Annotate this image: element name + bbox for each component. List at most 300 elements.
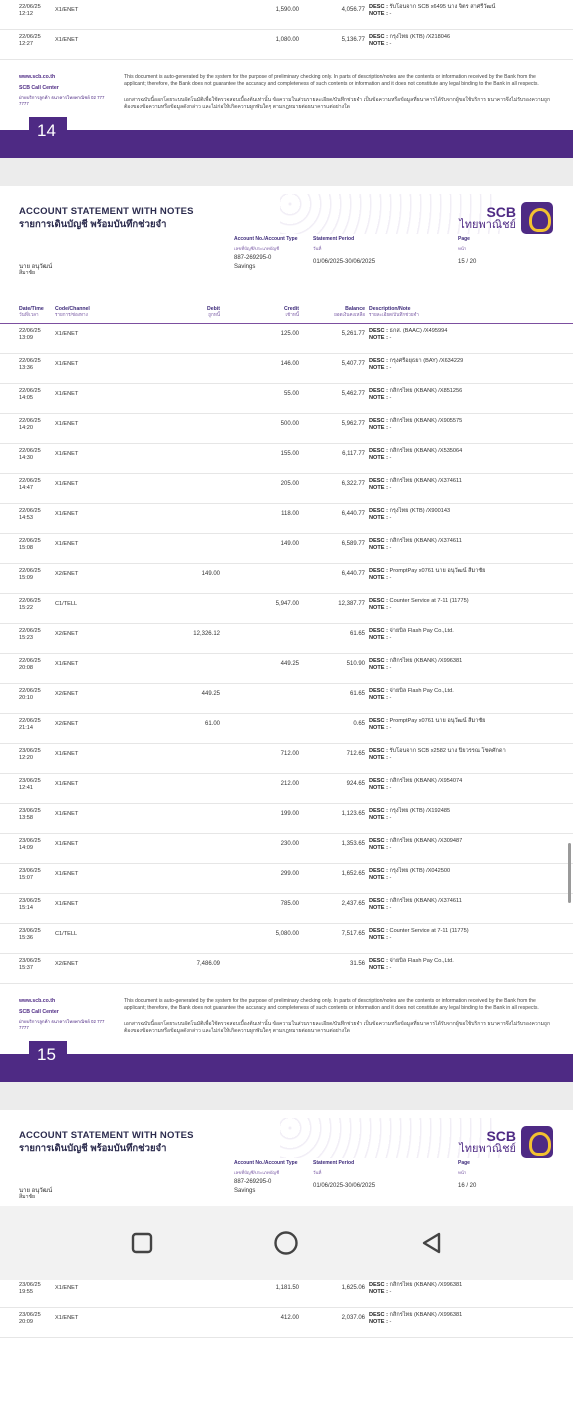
cell-time: 20:09 xyxy=(19,1319,33,1325)
cell-time: 19:55 xyxy=(19,1289,33,1295)
cell-description xyxy=(365,628,454,642)
cell-time: 15:22 xyxy=(19,605,33,611)
desc-label: DESC : xyxy=(369,388,388,394)
cell-datetime xyxy=(0,538,45,552)
note-label: NOTE : xyxy=(369,485,388,491)
table-row xyxy=(0,774,573,804)
cell-description xyxy=(365,388,462,402)
cell-time: 12:12 xyxy=(19,11,33,17)
cell-description xyxy=(365,808,450,822)
note-label: NOTE : xyxy=(369,395,388,401)
cell-balance: 61.65 xyxy=(349,691,365,697)
note-label: NOTE : xyxy=(369,635,388,641)
cell-balance: 7,517.65 xyxy=(341,931,365,937)
cell-code: X1/ENET xyxy=(55,37,79,43)
cell-date: 23/06/25 xyxy=(19,748,41,754)
cell-datetime xyxy=(0,718,45,732)
cell-credit: 712.00 xyxy=(280,751,299,757)
cell-credit xyxy=(220,628,299,631)
desc-value: กรุงศรีอยุธยา (BAY) /X634229 xyxy=(389,358,464,364)
cell-time: 14:09 xyxy=(19,845,33,851)
recents-button[interactable] xyxy=(122,1223,162,1263)
cell-code: X1/ENET xyxy=(55,511,79,517)
desc-label: DESC : xyxy=(369,628,388,634)
table-row xyxy=(0,624,573,654)
note-label: NOTE : xyxy=(369,905,388,911)
cell-datetime xyxy=(0,568,45,582)
note-label: NOTE : xyxy=(369,815,388,821)
cell-time: 15:07 xyxy=(19,875,33,881)
page-footer xyxy=(0,60,573,130)
cell-credit: 5,947.00 xyxy=(275,601,299,607)
cell-credit: 1,080.00 xyxy=(275,37,299,43)
cell-debit xyxy=(110,478,220,481)
cell-code: X1/ENET xyxy=(55,331,79,337)
account-label: Account No./Account Type xyxy=(234,1160,298,1166)
note-label: NOTE : xyxy=(369,875,388,881)
cell-date: 22/06/25 xyxy=(19,448,41,454)
cell-balance: 5,136.77 xyxy=(341,37,365,43)
cell-datetime xyxy=(0,4,45,18)
table-row xyxy=(0,324,573,354)
desc-value: รับโอนจาก SCB x2582 นาง ปิยวรรณ โชคศักดา xyxy=(389,748,506,754)
col-credit: Credit xyxy=(284,306,299,312)
note-value: - xyxy=(389,1319,392,1325)
cell-code: X1/ENET xyxy=(55,361,79,367)
desc-label: DESC : xyxy=(369,508,388,514)
statement-title-en: ACCOUNT STATEMENT WITH NOTES xyxy=(19,206,194,217)
cell-balance: 510.90 xyxy=(346,661,365,667)
cell-credit: 1,181.50 xyxy=(275,1285,299,1291)
col-balance: Balance xyxy=(345,306,365,312)
period-label-th: วันที่ xyxy=(313,1170,322,1175)
cell-date: 23/06/25 xyxy=(19,928,41,934)
desc-value: กสิกรไทย (KBANK) /X374611 xyxy=(389,898,462,904)
desc-label: DESC : xyxy=(369,718,388,724)
website-link[interactable]: www.scb.co.th xyxy=(19,998,56,1004)
cell-date: 23/06/25 xyxy=(19,1282,41,1288)
scb-emblem-icon xyxy=(521,1126,553,1158)
cell-date: 22/06/25 xyxy=(19,628,41,634)
desc-label: DESC : xyxy=(369,34,388,40)
cell-time: 14:05 xyxy=(19,395,33,401)
cell-debit xyxy=(110,868,220,871)
cell-description xyxy=(365,34,450,48)
cell-code: X1/ENET xyxy=(55,541,79,547)
desc-value: กรุงไทย (KTB) /X192485 xyxy=(389,808,451,814)
note-value: - xyxy=(389,965,392,971)
cell-credit: 412.00 xyxy=(280,1315,299,1321)
note-label: NOTE : xyxy=(369,11,388,17)
page-number-band xyxy=(0,121,573,158)
cell-balance: 5,462.77 xyxy=(341,391,365,397)
cell-date: 22/06/25 xyxy=(19,388,41,394)
cell-balance: 6,117.77 xyxy=(342,451,365,457)
note-label: NOTE : xyxy=(369,845,388,851)
cell-debit xyxy=(110,388,220,391)
desc-value: จ่ายบิล Flash Pay Co.,Ltd. xyxy=(389,688,454,694)
cell-balance: 5,962.77 xyxy=(341,421,365,427)
cell-code: X1/ENET xyxy=(55,751,79,757)
cell-credit xyxy=(220,568,299,571)
cell-date: 23/06/25 xyxy=(19,868,41,874)
cell-code: X1/ENET xyxy=(55,841,79,847)
cell-credit xyxy=(220,718,299,721)
back-icon xyxy=(420,1232,442,1254)
note-value: - xyxy=(389,845,392,851)
cell-balance: 712.65 xyxy=(346,751,365,757)
desc-value: กรุงไทย (KTB) /X218046 xyxy=(389,34,451,40)
desc-value: กสิกรไทย (KBANK) /X374611 xyxy=(389,478,462,484)
cell-date: 22/06/25 xyxy=(19,598,41,604)
cell-balance: 2,437.65 xyxy=(341,901,365,907)
desc-label: DESC : xyxy=(369,808,388,814)
cell-debit: 149.00 xyxy=(201,571,220,577)
desc-value: รับโอนจาก SCB x6495 นาง จิตร สาศรีวัฒน์ xyxy=(389,4,496,10)
desc-label: DESC : xyxy=(369,418,388,424)
call-center-label: SCB Call Center xyxy=(19,1009,59,1015)
desc-label: DESC : xyxy=(369,4,388,10)
cell-datetime xyxy=(0,868,45,882)
cell-code: X2/ENET xyxy=(55,631,79,637)
cell-time: 12:27 xyxy=(19,41,33,47)
note-label: NOTE : xyxy=(369,425,388,431)
note-label: NOTE : xyxy=(369,365,388,371)
note-label: NOTE : xyxy=(369,695,388,701)
cell-debit xyxy=(110,448,220,451)
cell-debit xyxy=(110,898,220,901)
col-code-th: รายการ/ช่องทาง xyxy=(55,312,88,317)
account-label: Account No./Account Type xyxy=(234,236,298,242)
desc-value: กสิกรไทย (KBANK) /X851256 xyxy=(389,388,463,394)
cell-code: X1/ENET xyxy=(55,1285,79,1291)
note-label: NOTE : xyxy=(369,1289,388,1295)
back-button[interactable] xyxy=(411,1223,451,1263)
cell-code: X2/ENET xyxy=(55,571,79,577)
cell-code: X1/ENET xyxy=(55,811,79,817)
note-value: - xyxy=(389,455,392,461)
table-row xyxy=(0,384,573,414)
table-row xyxy=(0,684,573,714)
cell-debit xyxy=(110,778,220,781)
website-link[interactable]: www.scb.co.th xyxy=(19,74,56,80)
account-type: Savings xyxy=(234,1188,256,1194)
note-value: - xyxy=(389,425,392,431)
desc-value: PromptPay x0761 นาย อนุวัฒน์ สีมาชัย xyxy=(389,568,486,574)
scb-logo xyxy=(459,1126,553,1158)
cell-date: 23/06/25 xyxy=(19,778,41,784)
cell-date: 23/06/25 xyxy=(19,808,41,814)
desc-value: กสิกรไทย (KBANK) /X905575 xyxy=(389,418,463,424)
note-value: - xyxy=(389,41,392,47)
note-label: NOTE : xyxy=(369,785,388,791)
cell-description xyxy=(365,4,495,18)
account-label-th: เลขที่บัญชี/ประเภทบัญชี xyxy=(234,246,280,251)
cell-description xyxy=(365,958,454,972)
cell-datetime xyxy=(0,358,45,372)
cell-description xyxy=(365,448,462,462)
logo-brand-thai: ไทยพาณิชย์ xyxy=(459,1143,516,1155)
cell-time: 15:36 xyxy=(19,935,33,941)
cell-balance: 6,440.77 xyxy=(341,511,365,517)
cell-datetime xyxy=(0,328,45,342)
desc-value: กสิกรไทย (KBANK) /X309487 xyxy=(389,838,463,844)
note-value: - xyxy=(389,515,392,521)
cell-description xyxy=(365,838,462,852)
note-value: - xyxy=(389,395,392,401)
cell-description xyxy=(365,718,485,732)
cell-description xyxy=(365,508,450,522)
cell-datetime xyxy=(0,958,45,972)
table-row xyxy=(0,30,573,60)
table-row xyxy=(0,504,573,534)
department-text: ฝ่ายบริการลูกค้า ธนาคารไทยพาณิชย์ 02 777 7777 xyxy=(19,95,105,106)
page-number-band xyxy=(0,1045,573,1082)
cell-credit: 785.00 xyxy=(280,901,299,907)
cell-description xyxy=(365,868,450,882)
cell-debit xyxy=(110,598,220,601)
home-button[interactable] xyxy=(266,1223,306,1263)
cell-credit: 149.00 xyxy=(280,541,299,547)
cell-time: 15:09 xyxy=(19,575,33,581)
note-value: - xyxy=(389,935,392,941)
cell-date: 22/06/25 xyxy=(19,418,41,424)
cell-description xyxy=(365,748,506,762)
note-value: - xyxy=(389,875,392,881)
cell-date: 22/06/25 xyxy=(19,508,41,514)
cell-date: 22/06/25 xyxy=(19,568,41,574)
cell-datetime xyxy=(0,1312,45,1326)
cell-credit: 205.00 xyxy=(280,481,299,487)
cell-debit xyxy=(110,34,220,37)
cell-date: 22/06/25 xyxy=(19,328,41,334)
cell-debit xyxy=(110,4,220,7)
cell-debit xyxy=(110,358,220,361)
cell-debit xyxy=(110,1312,220,1315)
note-value: - xyxy=(389,605,392,611)
desc-label: DESC : xyxy=(369,328,388,334)
cell-date: 22/06/25 xyxy=(19,688,41,694)
cell-datetime xyxy=(0,598,45,612)
cell-time: 14:53 xyxy=(19,515,33,521)
note-label: NOTE : xyxy=(369,665,388,671)
cell-debit xyxy=(110,1282,220,1285)
table-row xyxy=(0,894,573,924)
disclaimer-en: This document is auto-generated by the system for the purpose of preliminary checking only. In parts of description/notes are the contents or information received by the Bank from the applicant; therefore, the Bank does not guarantee the accuracy and completeness of such contents or information and it does not constitute any legal binding to the Bank in all respects. xyxy=(124,998,539,1011)
table-row xyxy=(0,744,573,774)
desc-label: DESC : xyxy=(369,478,388,484)
page-footer xyxy=(0,984,573,1054)
desc-value: กสิกรไทย (KBANK) /X374611 xyxy=(389,538,462,544)
cell-balance: 2,037.06 xyxy=(341,1315,365,1321)
cell-date: 23/06/25 xyxy=(19,898,41,904)
cell-time: 12:20 xyxy=(19,755,33,761)
transaction-table xyxy=(0,0,573,60)
home-icon xyxy=(273,1230,299,1256)
desc-label: DESC : xyxy=(369,688,388,694)
note-value: - xyxy=(389,545,392,551)
desc-label: DESC : xyxy=(369,658,388,664)
account-number: 887-269295-0 xyxy=(234,1179,272,1185)
disclaimer-th: เอกสารฉบับนี้ออกโดยระบบอัตโนมัติเพื่อใช้ตรวจสอบเบื้องต้นเท่านั้น ข้อความในส่วนรายละเอียด/บันทึกช่วยจำ เป็นข้อความหรือข้อมูลที่ธนาคารได้รับจากผู้ขอใช้บริการ ธนาคารจึงไม่รับรองความถูกต้องของข้อความหรือข้อมูลดังกล่าว และไม่ก่อให้เกิดความผูกพันใดๆ ตามกฎหมายต่อธนาคารแต่อย่างใด xyxy=(124,1021,551,1034)
cell-code: X2/ENET xyxy=(55,961,79,967)
cell-description xyxy=(365,1312,462,1326)
desc-value: กสิกรไทย (KBANK) /X996381 xyxy=(389,658,463,664)
cell-balance: 1,353.65 xyxy=(341,841,365,847)
cell-time: 13:58 xyxy=(19,815,33,821)
desc-label: DESC : xyxy=(369,1282,388,1288)
cell-debit: 12,326.12 xyxy=(193,631,220,637)
cell-datetime xyxy=(0,508,45,522)
cell-balance: 6,589.77 xyxy=(341,541,365,547)
table-row xyxy=(0,594,573,624)
statement-title-th: รายการเดินบัญชี พร้อมบันทึกช่วยจำ xyxy=(19,1143,167,1154)
cell-credit: 155.00 xyxy=(280,451,299,457)
cell-credit: 146.00 xyxy=(280,361,299,367)
period-label-th: วันที่ xyxy=(313,246,322,251)
cell-date: 22/06/25 xyxy=(19,4,41,10)
cell-date: 23/06/25 xyxy=(19,958,41,964)
disclaimer-th: เอกสารฉบับนี้ออกโดยระบบอัตโนมัติเพื่อใช้ตรวจสอบเบื้องต้นเท่านั้น ข้อความในส่วนรายละเอียด/บันทึกช่วยจำ เป็นข้อความหรือข้อมูลที่ธนาคารได้รับจากผู้ขอใช้บริการ ธนาคารจึงไม่รับรองความถูกต้องของข้อความหรือข้อมูลดังกล่าว และไม่ก่อให้เกิดความผูกพันใดๆ ตามกฎหมายต่อธนาคารแต่อย่างใด xyxy=(124,97,551,110)
desc-label: DESC : xyxy=(369,868,388,874)
cell-description xyxy=(365,478,462,492)
col-balance-th: ยอดเงินคงเหลือ xyxy=(334,312,365,317)
customer-surname: สีมาชัย xyxy=(19,270,36,276)
note-value: - xyxy=(389,635,392,641)
note-value: - xyxy=(389,785,392,791)
table-row xyxy=(0,1308,573,1338)
cell-datetime xyxy=(0,928,45,942)
cell-credit: 199.00 xyxy=(280,811,299,817)
cell-debit xyxy=(110,418,220,421)
note-label: NOTE : xyxy=(369,605,388,611)
col-credit-th: เข้าหนี้ xyxy=(285,312,299,317)
cell-description xyxy=(365,538,462,552)
cell-credit: 230.00 xyxy=(280,841,299,847)
cell-credit: 299.00 xyxy=(280,871,299,877)
cell-credit: 212.00 xyxy=(280,781,299,787)
cell-credit: 55.00 xyxy=(283,391,299,397)
desc-value: กสิกรไทย (KBANK) /X954074 xyxy=(389,778,463,784)
cell-description xyxy=(365,658,462,672)
table-row xyxy=(0,414,573,444)
period-label: Statement Period xyxy=(313,1160,355,1166)
cell-time: 20:08 xyxy=(19,665,33,671)
table-row xyxy=(0,864,573,894)
customer-name: นาย อนุวัฒน์ xyxy=(19,1188,53,1194)
cell-datetime xyxy=(0,628,45,642)
recents-icon xyxy=(131,1232,153,1254)
cell-debit xyxy=(110,808,220,811)
customer-surname: สีมาชัย xyxy=(19,1194,36,1200)
page-number: 15 xyxy=(37,1045,56,1064)
cell-credit: 500.00 xyxy=(280,421,299,427)
cell-datetime xyxy=(0,748,45,762)
cell-date: 22/06/25 xyxy=(19,658,41,664)
note-value: - xyxy=(389,335,392,341)
table-row xyxy=(0,564,573,594)
desc-label: DESC : xyxy=(369,448,388,454)
cell-description xyxy=(365,1282,462,1296)
note-label: NOTE : xyxy=(369,335,388,341)
table-row xyxy=(0,954,573,984)
note-value: - xyxy=(389,365,392,371)
cell-credit: 5,080.00 xyxy=(275,931,299,937)
desc-value: PromptPay x0761 นาย อนุวัฒน์ สีมาชัย xyxy=(389,718,486,724)
cell-debit xyxy=(110,748,220,751)
logo-brand-thai: ไทยพาณิชย์ xyxy=(459,219,516,231)
cell-description xyxy=(365,328,447,342)
desc-label: DESC : xyxy=(369,568,388,574)
col-debit: Debit xyxy=(207,306,220,312)
table-row xyxy=(0,714,573,744)
desc-label: DESC : xyxy=(369,748,388,754)
note-value: - xyxy=(389,1289,392,1295)
note-value: - xyxy=(389,905,392,911)
cell-credit: 1,590.00 xyxy=(275,7,299,13)
cell-debit: 61.00 xyxy=(204,721,220,727)
desc-label: DESC : xyxy=(369,958,388,964)
cell-description xyxy=(365,928,469,942)
desc-value: กสิกรไทย (KBANK) /X996381 xyxy=(389,1282,463,1288)
statement-title-th: รายการเดินบัญชี พร้อมบันทึกช่วยจำ xyxy=(19,219,167,230)
cell-datetime xyxy=(0,388,45,402)
desc-value: กรุงไทย (KTB) /X900143 xyxy=(389,508,451,514)
table-row xyxy=(0,444,573,474)
android-navigation-bar xyxy=(0,1206,573,1280)
cell-code: X1/ENET xyxy=(55,7,79,13)
cell-code: X2/ENET xyxy=(55,691,79,697)
cell-datetime xyxy=(0,688,45,702)
cell-debit xyxy=(110,328,220,331)
cell-code: X1/ENET xyxy=(55,781,79,787)
cell-balance: 5,261.77 xyxy=(341,331,365,337)
note-label: NOTE : xyxy=(369,515,388,521)
account-label-th: เลขที่บัญชี/ประเภทบัญชี xyxy=(234,1170,280,1175)
cell-balance: 12,387.77 xyxy=(338,601,365,607)
statement-period: 01/06/2025-30/06/2025 xyxy=(313,259,376,265)
desc-label: DESC : xyxy=(369,778,388,784)
cell-description xyxy=(365,898,462,912)
cell-debit xyxy=(110,838,220,841)
note-value: - xyxy=(389,695,392,701)
cell-balance: 1,123.65 xyxy=(341,811,365,817)
scrollbar-thumb[interactable] xyxy=(568,843,571,903)
cell-code: X1/ENET xyxy=(55,391,79,397)
department-text: ฝ่ายบริการลูกค้า ธนาคารไทยพาณิชย์ 02 777 7777 xyxy=(19,1019,105,1030)
col-desc-th: รายละเอียด/บันทึกช่วยจำ xyxy=(369,312,419,317)
page-gap xyxy=(0,158,573,186)
cell-credit: 118.00 xyxy=(281,511,299,517)
cell-date: 23/06/25 xyxy=(19,838,41,844)
page-header xyxy=(0,186,573,302)
cell-credit: 449.25 xyxy=(280,661,299,667)
cell-date: 22/06/25 xyxy=(19,358,41,364)
note-label: NOTE : xyxy=(369,455,388,461)
cell-balance: 31.56 xyxy=(349,961,365,967)
cell-code: X1/ENET xyxy=(55,451,79,457)
statement-title-en: ACCOUNT STATEMENT WITH NOTES xyxy=(19,1130,194,1141)
note-value: - xyxy=(389,755,392,761)
note-label: NOTE : xyxy=(369,965,388,971)
note-value: - xyxy=(389,575,392,581)
statement-page-14 xyxy=(0,0,573,130)
statement-page-15 xyxy=(0,186,573,1054)
cell-credit xyxy=(220,688,299,691)
cell-balance: 1,652.65 xyxy=(341,871,365,877)
desc-value: จ่ายบิล Flash Pay Co.,Ltd. xyxy=(389,958,454,964)
cell-code: X1/ENET xyxy=(55,421,79,427)
